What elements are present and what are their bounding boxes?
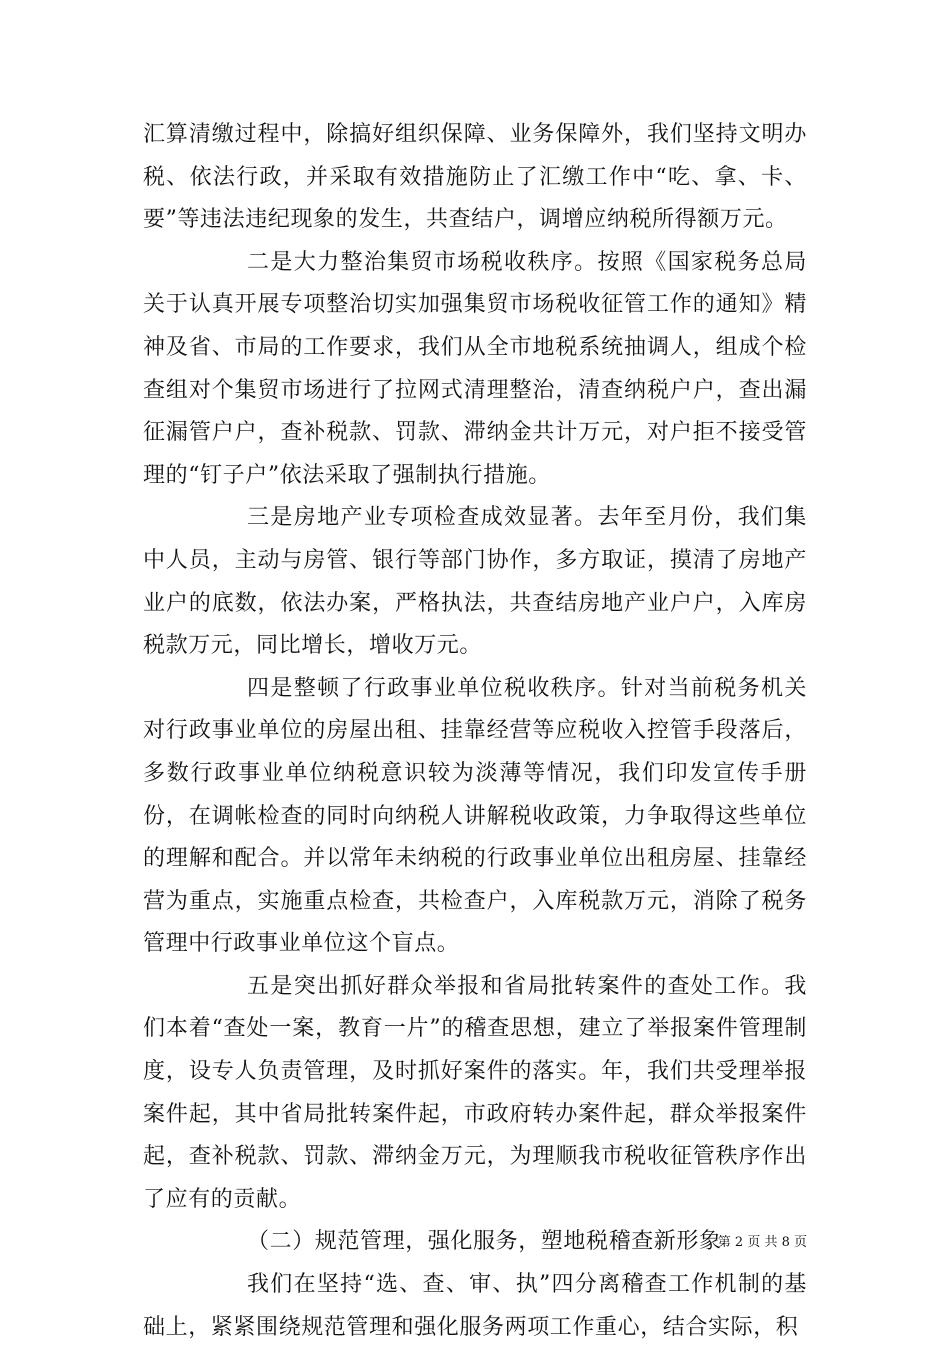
section-heading: （二）规范管理，强化服务，塑地税稽查新形象 bbox=[247, 1229, 722, 1255]
document-body bbox=[143, 114, 807, 1349]
paragraph-closing: 我们在坚持“选、查、审、执”四分离稽查工作机制的基础上，紧紧围绕规范管理和强化服务两项工作重心，结合实际，积 bbox=[143, 1272, 807, 1340]
page-number: 第 2 页 共 8 页 bbox=[717, 1235, 807, 1250]
paragraph-market-order: 二是大力整治集贸市场税收秩序。按照《国家税务总局关于认真开展专项整治切实加强集贸市场税收征管工作的通知》精神及省、市局的工作要求，我们从全市地税系统抽调人，组成个检查组对个集贸市场进行了拉网式清理整治，清查纳税户户，查出漏征漏管户户，查补税款、罚款、滞纳金共计万元，对户拒不接受管理的“钉子户”依法采取了强制执行措施。 bbox=[143, 249, 807, 488]
paragraph-continuation: 汇算清缴过程中，除搞好组织保障、业务保障外，我们坚持文明办税、依法行政，并采取有效措施防止了汇缴工作中“吃、拿、卡、要”等违法违纪现象的发生，共查结户，调增应纳税所得额万元。 bbox=[143, 122, 807, 233]
paragraph-real-estate: 三是房地产业专项检查成效显著。去年至月份，我们集中人员，主动与房管、银行等部门协作，多方取证，摸清了房地产业户的底数，依法办案，严格执法，共查结房地产业户户，入库房税款万元，同比增长，增收万元。 bbox=[143, 505, 807, 659]
paragraph-reports-cases: 五是突出抓好群众举报和省局批转案件的查处工作。我们本着“查处一案，教育一片”的稽查思想，建立了举报案件管理制度，设专人负责管理，及时抓好案件的落实。年，我们共受理举报案件起，其中省局批转案件起，市政府转办案件起，群众举报案件起，查补税款、罚款、滞纳金万元，为理顺我市税收征管秩序作出了应有的贡献。 bbox=[143, 973, 807, 1212]
paragraph-public-institutions: 四是整顿了行政事业单位税收秩序。针对当前税务机关对行政事业单位的房屋出租、挂靠经营等应税收入控管手段落后，多数行政事业单位纳税意识较为淡薄等情况，我们印发宣传手册份，在调帐检查的同时向纳税人讲解税收政策，力争取得这些单位的理解和配合。并以常年未纳税的行政事业单位出租房屋、挂靠经营为重点，实施重点检查，共检查户，入库税款万元，消除了税务管理中行政事业单位这个盲点。 bbox=[143, 675, 807, 957]
